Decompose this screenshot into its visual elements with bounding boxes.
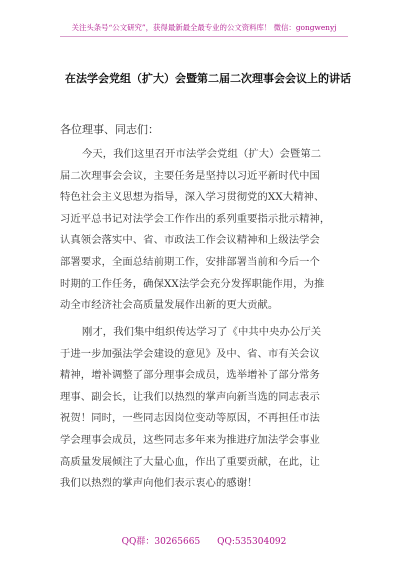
header-divider — [60, 36, 348, 37]
footer-qq: QQ:535304092 — [217, 537, 287, 547]
paragraph-line: 精神，增补调整了部分理事会成员，选举增补了部分常务 — [60, 369, 320, 382]
paragraph-1 — [60, 144, 360, 317]
paragraph-line: 届二次理事会会议，主要任务是坚持以习近平新时代中国 — [60, 169, 320, 182]
paragraph-line: 习近平总书记对法学会工作作出的系列重要指示批示精神， — [60, 212, 331, 225]
paragraph-line: 认真领会落实中、省、市政法工作会议精神和上级法学会 — [60, 234, 320, 247]
paragraph-line: 动全市经济社会高质量发展作出新的更大贡献。 — [60, 299, 279, 312]
paragraph-line: 理事、副会长，让我们以热烈的掌声向新当选的同志表示 — [60, 390, 320, 403]
paragraph-line: 高质量发展倾注了大量心血，作出了重要贡献，在此，让 — [60, 455, 320, 468]
salutation: 各位理事、同志们： — [60, 123, 159, 136]
paragraph-2 — [60, 322, 360, 495]
document-title: 在法学会党组（扩大）会暨第二届二次理事会会议上的讲话 — [65, 72, 351, 85]
paragraph-line: 学会理事会成员，这些同志多年来为推进疗加法学会事业 — [60, 433, 320, 446]
paragraph-line: 部署要求，全面总结前期工作，安排部署当前和今后一个 — [60, 255, 320, 268]
paragraph-line: 特色社会主义思想为指导，深入学习贯彻党的XX大精神、 — [60, 191, 325, 204]
paragraph-line: 于进一步加强法学会建设的意见》及中、省、市有关会议 — [60, 347, 320, 360]
paragraph-line: 今天，我们这里召开市法学会党组（扩大）会暨第二 — [82, 148, 322, 160]
paragraph-line: 时期的工作任务，确保XX法学会充分发挥职能作用，为推 — [60, 277, 325, 290]
footer-contact — [0, 534, 408, 547]
header-banner: 关注头条号“公文研究”，获得最新最全最专业的公文资料库！ 微信：gongwenyj — [71, 23, 337, 32]
footer-qq-group: QQ群：30265665 — [121, 537, 201, 547]
paragraph-line: 刚才，我们集中组织传达学习了《中共中央办公厅关 — [82, 326, 322, 338]
paragraph-line: 我们以热烈的掌声向他们表示衷心的感谢！ — [60, 477, 258, 490]
paragraph-line: 祝贺！同时，一些同志因岗位变动等原因，不再担任市法 — [60, 412, 320, 425]
